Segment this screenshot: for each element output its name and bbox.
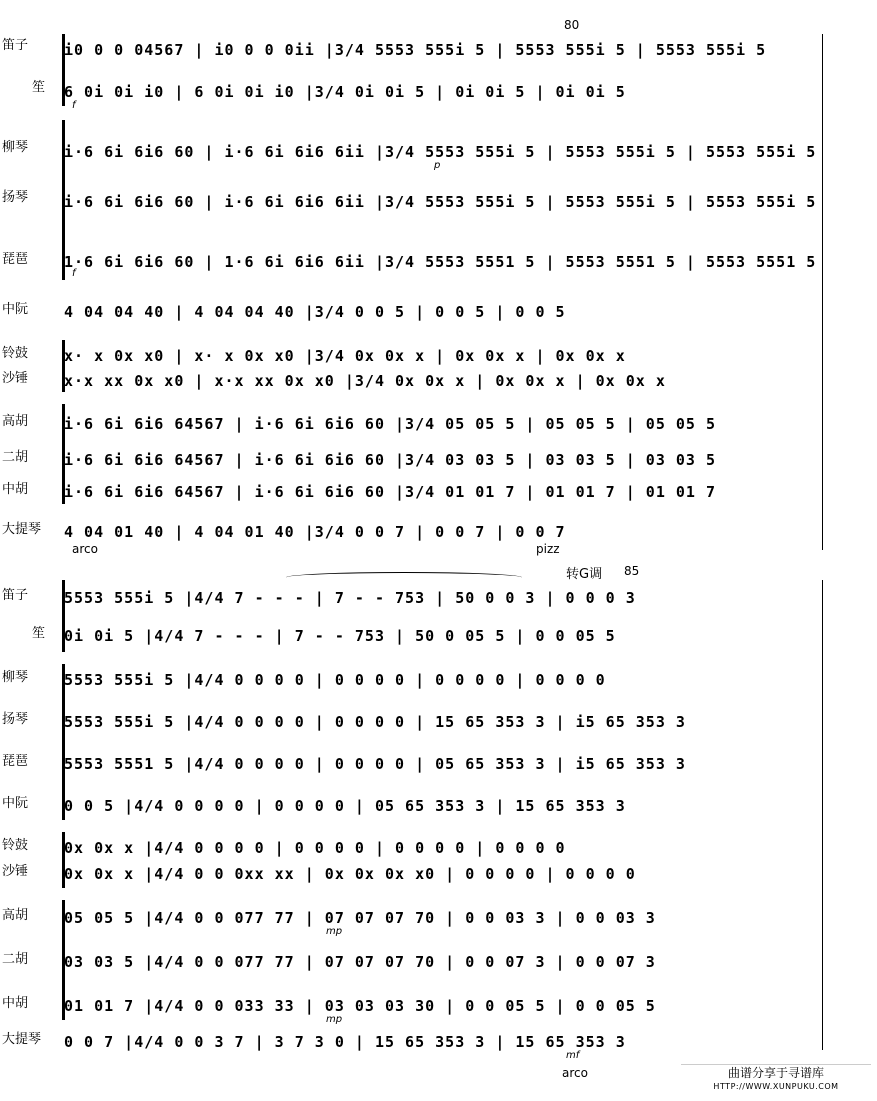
marking-pizz: pizz (536, 542, 560, 556)
label-erhu-2: 二胡 (2, 952, 29, 967)
row-zhongruan-2: 0 0 5 |4/4 0 0 0 0 | 0 0 0 0 | 05 65 353 3 | 15 65 353 3 (64, 797, 626, 815)
row-cello-2: 0 0 7 |4/4 0 0 3 7 | 3 7 3 0 | 15 65 353 3 | 15 65 353 3 (64, 1033, 626, 1051)
watermark-line-1: 曲谱分享于寻谱库 (727, 1066, 824, 1080)
row-gaohu-2: 05 05 5 |4/4 0 0 077 77 | 07 07 07 70 | 0 0 03 3 | 0 0 03 3 (64, 909, 656, 927)
instrument-labels-2 (0, 560, 62, 1101)
label-shachui: 沙锤 (2, 371, 29, 386)
label-cello-2: 大提琴 (2, 1032, 42, 1047)
row-gaohu: i·6 6i 6i6 64567 | i·6 6i 6i6 60 |3/4 05 05 5 | 05 05 5 | 05 05 5 (64, 415, 716, 433)
watermark-line-2: HTTP://WWW.XUNPUKU.COM (713, 1082, 839, 1091)
label-zhongruan: 中阮 (2, 302, 29, 317)
label-liuqin-2: 柳琴 (2, 670, 29, 685)
row-dizi: i0 0 0 04567 | i0 0 0 0ii |3/4 5553 555i 5 | 5553 555i 5 | 5553 555i 5 (64, 41, 767, 59)
row-liuqin: i·6 6i 6i6 60 | i·6 6i 6i6 6ii |3/4 5553 555i 5 | 5553 555i 5 | 5553 555i 5 (64, 143, 817, 161)
row-pipa: 1·6 6i 6i6 60 | 1·6 6i 6i6 6ii |3/4 5553 5551 5 | 5553 5551 5 | 5553 5551 5 (64, 253, 817, 271)
dynamic-p-1: p (434, 160, 441, 171)
dynamic-mp-2: mp (326, 1014, 343, 1025)
row-dizi-2: 5553 555i 5 |4/4 7 - - - | 7 - - 753 | 50 0 0 3 | 0 0 0 3 (64, 589, 636, 607)
barline-end-1 (822, 34, 823, 550)
label-pipa: 琵琶 (2, 252, 29, 267)
row-liuqin-2: 5553 555i 5 |4/4 0 0 0 0 | 0 0 0 0 | 0 0 0 0 | 0 0 0 0 (64, 671, 606, 689)
label-pipa-2: 琵琶 (2, 754, 29, 769)
measure-number-80: 80 (564, 18, 580, 32)
marking-arco-2: arco (562, 1066, 588, 1080)
label-cello: 大提琴 (2, 522, 42, 537)
dynamic-f-1: f (72, 100, 76, 111)
label-dizi: 笛子 (2, 38, 29, 53)
measure-number-85: 85 (624, 564, 640, 578)
label-sheng-2: 笙 (32, 626, 46, 641)
staff-area-1 (64, 0, 825, 560)
label-yangqin-2: 扬琴 (2, 712, 29, 727)
label-zhonghu: 中胡 (2, 482, 29, 497)
dynamic-mf: mf (566, 1050, 580, 1061)
row-zhonghu: i·6 6i 6i6 64567 | i·6 6i 6i6 60 |3/4 01 01 7 | 01 01 7 | 01 01 7 (64, 483, 716, 501)
row-yangqin: i·6 6i 6i6 60 | i·6 6i 6i6 6ii |3/4 5553 555i 5 | 5553 555i 5 | 5553 555i 5 (64, 193, 817, 211)
barline-end-2 (822, 580, 823, 1050)
row-erhu: i·6 6i 6i6 64567 | i·6 6i 6i6 60 |3/4 03 03 5 | 03 03 5 | 03 03 5 (64, 451, 716, 469)
label-dizi-2: 笛子 (2, 588, 29, 603)
label-gaohu: 高胡 (2, 414, 29, 429)
label-shachui-2: 沙锤 (2, 864, 29, 879)
row-shachui-2: 0x 0x x |4/4 0 0 0xx xx | 0x 0x 0x x0 | 0 0 0 0 | 0 0 0 0 (64, 865, 636, 883)
score-system-2 (0, 560, 877, 1101)
label-zhonghu-2: 中胡 (2, 996, 29, 1011)
key-change-marker: 转G调 (566, 567, 603, 582)
dynamic-f-2: f (72, 268, 76, 279)
label-erhu: 二胡 (2, 450, 29, 465)
label-yangqin: 扬琴 (2, 190, 29, 205)
label-liuqin: 柳琴 (2, 140, 29, 155)
row-yangqin-2: 5553 555i 5 |4/4 0 0 0 0 | 0 0 0 0 | 15 65 353 3 | i5 65 353 3 (64, 713, 686, 731)
marking-arco-1: arco (72, 542, 98, 556)
row-erhu-2: 03 03 5 |4/4 0 0 077 77 | 07 07 07 70 | 0 0 07 3 | 0 0 07 3 (64, 953, 656, 971)
row-cello: 4 04 01 40 | 4 04 01 40 |3/4 0 0 7 | 0 0 7 | 0 0 7 (64, 523, 566, 541)
row-linggu: x· x 0x x0 | x· x 0x x0 |3/4 0x 0x x | 0x 0x x | 0x 0x x (64, 347, 626, 365)
label-gaohu-2: 高胡 (2, 908, 29, 923)
staff-area-2 (64, 560, 825, 1101)
row-sheng-2: 0i 0i 5 |4/4 7 - - - | 7 - - 753 | 50 0 05 5 | 0 0 05 5 (64, 627, 616, 645)
label-zhongruan-2: 中阮 (2, 796, 29, 811)
row-sheng: 6 0i 0i i0 | 6 0i 0i i0 |3/4 0i 0i 5 | 0i 0i 5 | 0i 0i 5 (64, 83, 626, 101)
label-linggu: 铃鼓 (2, 346, 29, 361)
instrument-labels (0, 0, 62, 560)
row-pipa-2: 5553 5551 5 |4/4 0 0 0 0 | 0 0 0 0 | 05 65 353 3 | i5 65 353 3 (64, 755, 686, 773)
row-linggu-2: 0x 0x x |4/4 0 0 0 0 | 0 0 0 0 | 0 0 0 0 | 0 0 0 0 (64, 839, 566, 857)
label-linggu-2: 铃鼓 (2, 838, 29, 853)
row-zhonghu-2: 01 01 7 |4/4 0 0 033 33 | 03 03 03 30 | 0 0 05 5 | 0 0 05 5 (64, 997, 656, 1015)
label-sheng: 笙 (32, 80, 46, 95)
row-shachui: x·x xx 0x x0 | x·x xx 0x x0 |3/4 0x 0x x | 0x 0x x | 0x 0x x (64, 372, 666, 390)
row-zhongruan: 4 04 04 40 | 4 04 04 40 |3/4 0 0 5 | 0 0 5 | 0 0 5 (64, 303, 566, 321)
watermark (681, 1064, 871, 1097)
dynamic-mp-1: mp (326, 926, 343, 937)
